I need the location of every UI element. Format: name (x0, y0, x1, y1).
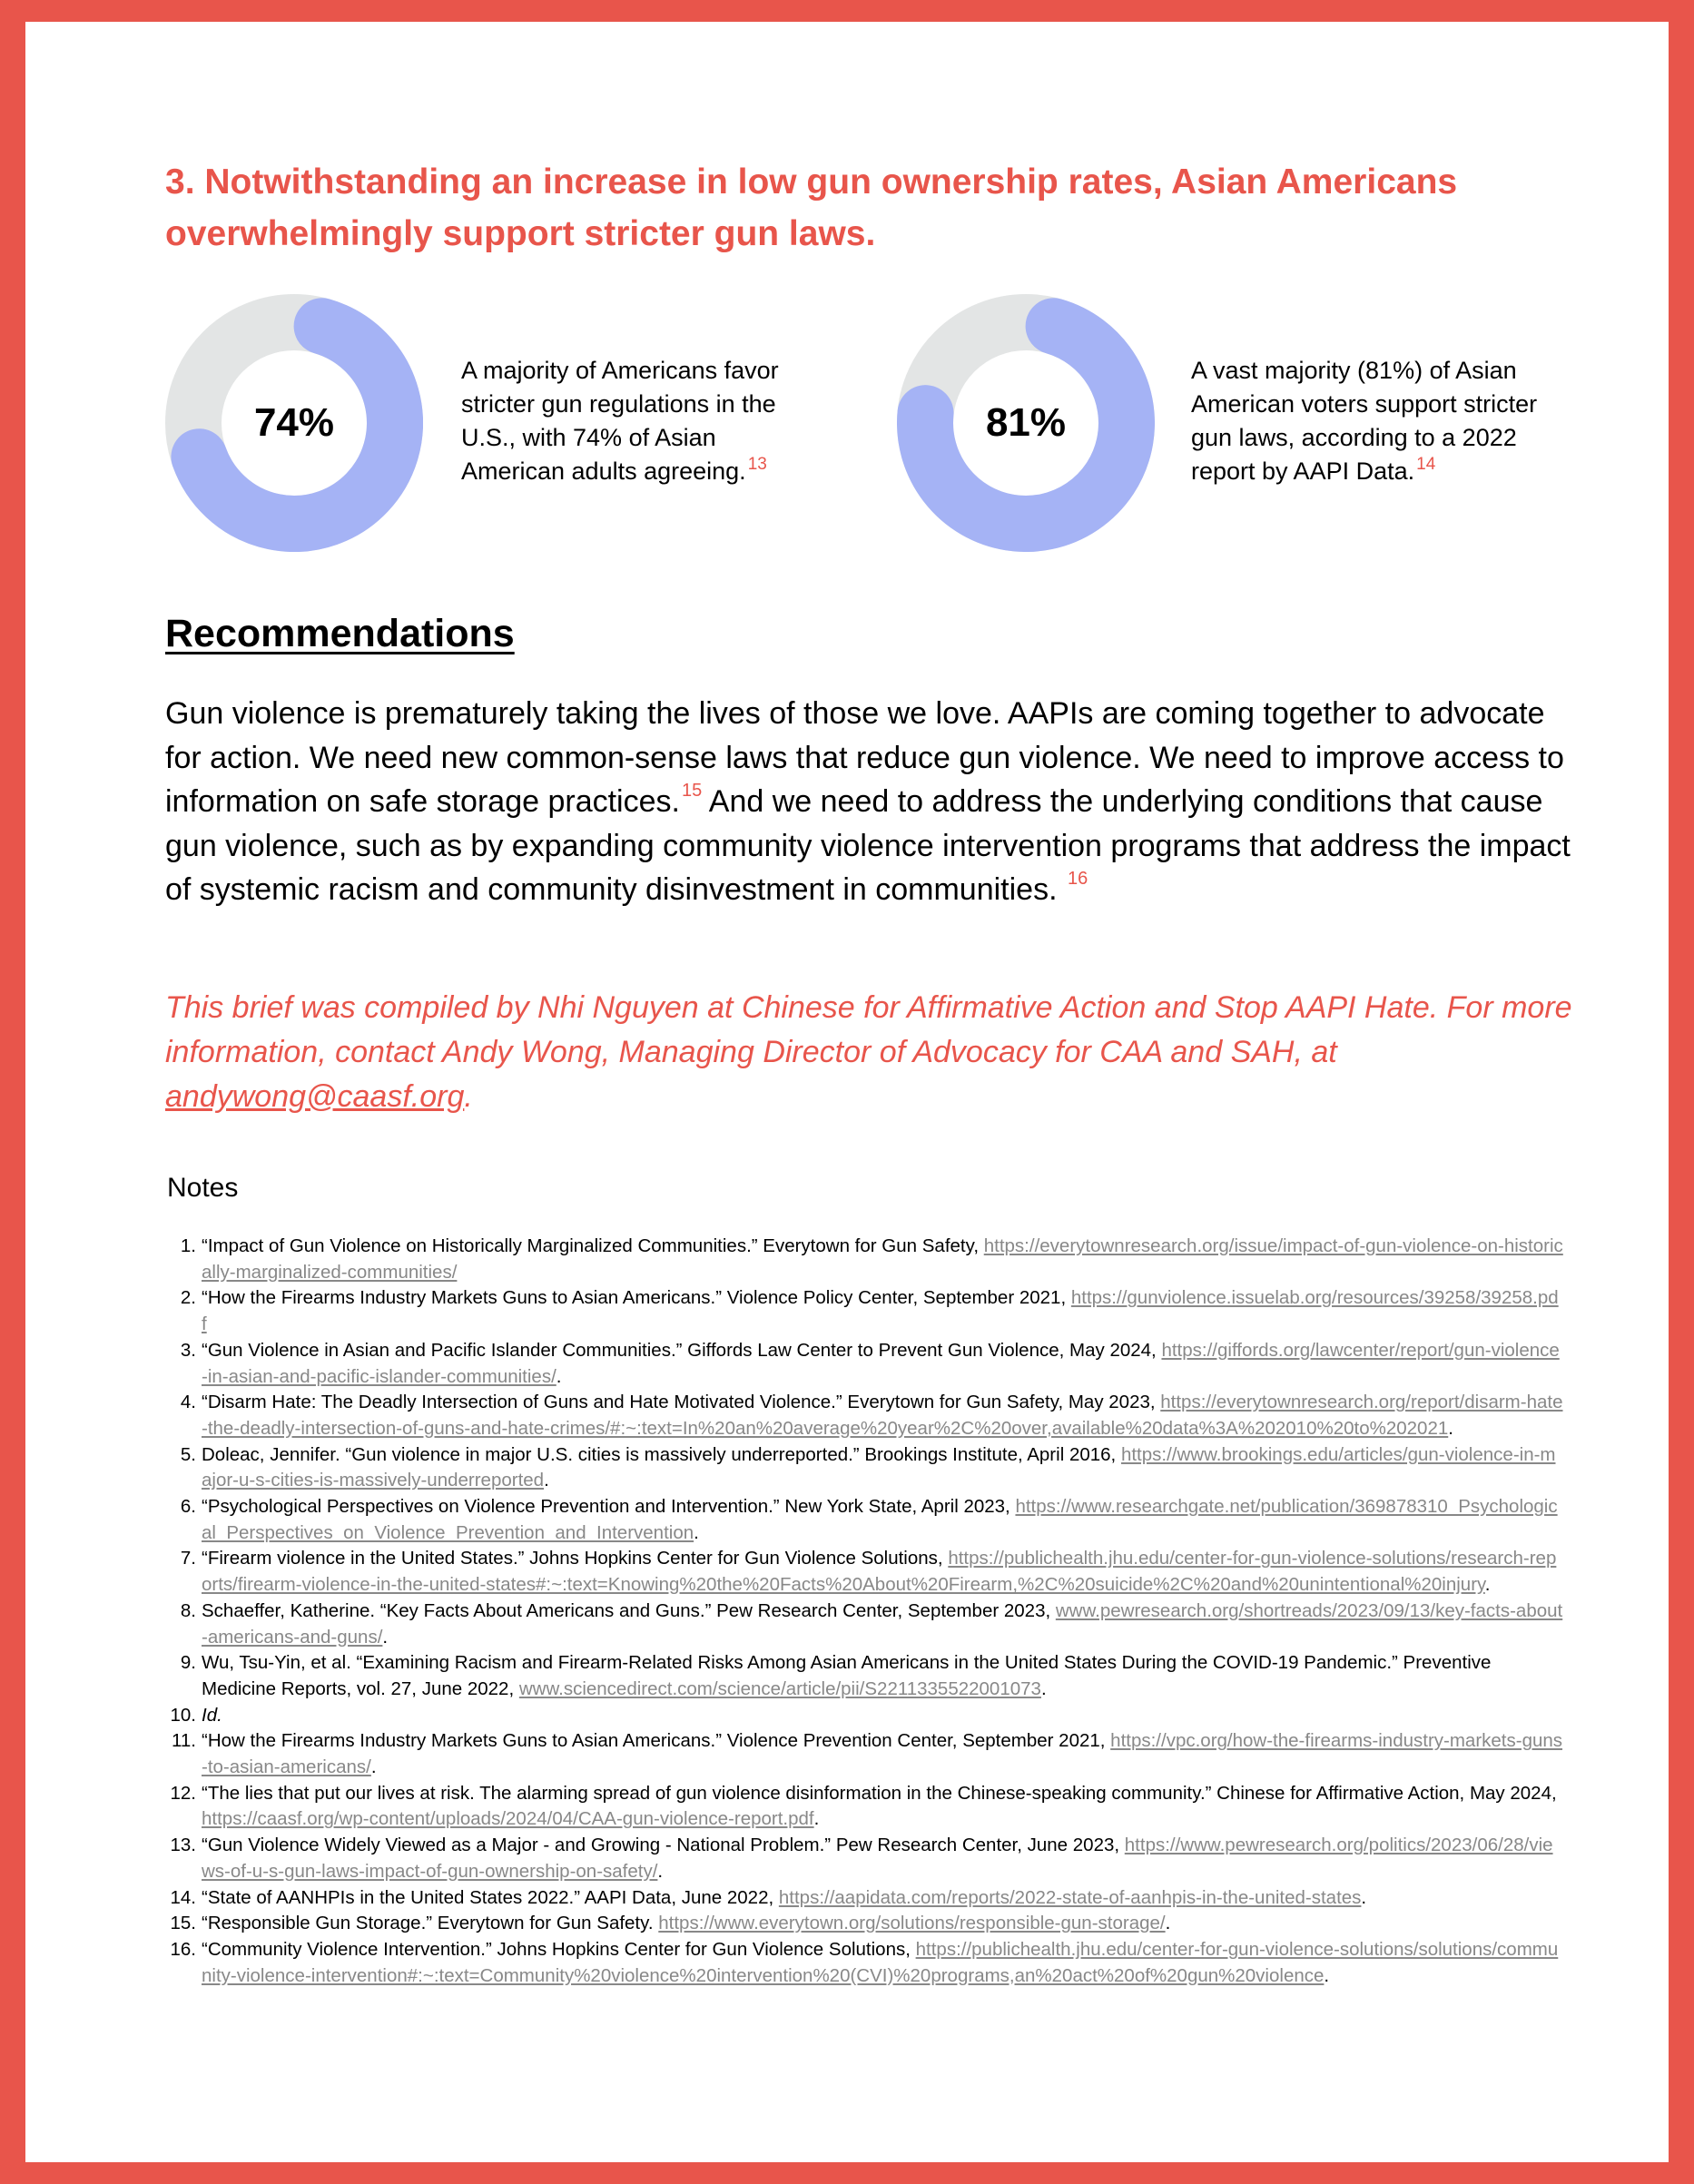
note-item (165, 1728, 1563, 1780)
note-id-text: Id. (202, 1704, 222, 1726)
section-headline: 3. Notwithstanding an increase in low gun ownership rates, Asian Americans overwhelmingly support stricter gun laws. (165, 162, 1458, 253)
note-number: 3. (180, 1339, 196, 1361)
note-number: 14. (170, 1886, 196, 1908)
donut-chart-74 (165, 294, 423, 552)
document-page (25, 22, 1669, 2162)
note-number: 7. (180, 1548, 196, 1569)
note-number: 11. (172, 1730, 196, 1752)
note-text: “Disarm Hate: The Deadly Intersection of Guns and Hate Motivated Violence.” Everytown for Gun Safety, May 2023, (202, 1392, 1161, 1413)
note-number: 16. (170, 1938, 196, 1960)
note-item (165, 1650, 1563, 1702)
footnote-ref: 14 (1416, 455, 1436, 474)
note-text: Schaeffer, Katherine. “Key Facts About Americans and Guns.” Pew Research Center, September 2023, (202, 1599, 1056, 1621)
note-end: . (813, 1808, 820, 1830)
note-link[interactable]: https://www.pewresearch.org/politics/2023/06/28/views-of-u-s-gun-laws-impact-of-gun-ownership-on-safety/ (202, 1835, 1553, 1882)
note-end: . (694, 1521, 699, 1543)
note-text: “Firearm violence in the United States.” Johns Hopkins Center for Gun Violence Solutions, (202, 1548, 949, 1569)
note-end: . (657, 1860, 664, 1882)
note-item (165, 1599, 1563, 1650)
stat-text: A vast majority (81%) of Asian American voters support stricter gun laws, according to a 2022 report by AAPI Data. (1191, 357, 1538, 485)
donut-percent-label: 81% (985, 400, 1067, 445)
note-text: “State of AANHPIs in the United States 2022.” AAPI Data, June 2022, (202, 1886, 779, 1908)
note-number: 1. (180, 1235, 196, 1256)
note-item (165, 1285, 1563, 1337)
notes-list (165, 1234, 1563, 1989)
note-end: . (1361, 1886, 1367, 1908)
note-link[interactable]: https://publichealth.jhu.edu/center-for-gun-violence-solutions/research-reports/firearm-violence-in-the-united-states#:~:text=Knowing%20the%20Facts%20About%20Firearm,%2C%20suicide%2C%20and%20unintentional%20injury (202, 1548, 1557, 1596)
note-text: “Gun Violence Widely Viewed as a Major - and Growing - National Problem.” Pew Research Center, June 2023, (202, 1835, 1125, 1856)
note-text: Wu, Tsu-Yin, et al. “Examining Racism and Firearm-Related Risks Among Asian Americans in the United States During the COVID-19 Pandemic.” Preventive Medicine Reports, vol. 27, June 2022, (202, 1652, 1492, 1699)
note-link[interactable]: https://www.researchgate.net/publication/369878310_Psychological_Perspectives_on_Violence_Prevention_and_Intervention (202, 1496, 1558, 1543)
note-link[interactable]: https://vpc.org/how-the-firearms-industry-markets-guns-to-asian-americans/ (202, 1730, 1563, 1778)
note-link[interactable]: www.pewresearch.org/shortreads/2023/09/13/key-facts-about-americans-and-guns/ (202, 1599, 1563, 1648)
note-link[interactable]: https://publichealth.jhu.edu/center-for-gun-violence-solutions/solutions/community-violence-intervention#:~:text=Community%20violence%20intervention%20(CVI)%20programs,an%20act%20of%20gun%20violence (202, 1938, 1559, 1986)
stat-description (1191, 354, 1572, 488)
donut-percent-label: 74% (253, 400, 335, 445)
note-link[interactable]: https://caasf.org/wp-content/uploads/2024/04/CAA-gun-violence-report.pdf (202, 1808, 814, 1830)
stat-description (461, 354, 811, 488)
note-end: . (1324, 1964, 1330, 1986)
recommendations-text: And we need to address the underlying conditions that cause gun violence, such as by expanding community violence intervention programs that address the impact of systemic racism and community disinvestment in communities. (165, 784, 1571, 907)
note-item (165, 1338, 1563, 1390)
note-end: . (556, 1365, 562, 1387)
note-number: 10. (170, 1704, 196, 1726)
note-item (165, 1911, 1563, 1937)
note-item (165, 1833, 1563, 1884)
note-link[interactable]: https://gunviolence.issuelab.org/resources/39258/39258.pdf (202, 1287, 1559, 1335)
brief-end: . (464, 1079, 473, 1114)
recommendations-body (165, 692, 1581, 912)
note-text: “Psychological Perspectives on Violence Prevention and Intervention.” New York State, April 2023, (202, 1496, 1016, 1518)
footnote-ref: 13 (747, 455, 767, 474)
note-text: “Impact of Gun Violence on Historically Marginalized Communities.” Everytown for Gun Safety, (202, 1235, 984, 1256)
footnote-ref: 16 (1067, 869, 1088, 889)
note-end: . (370, 1756, 377, 1778)
note-number: 6. (180, 1496, 196, 1518)
recommendations-text: Gun violence is prematurely taking the lives of those we love. AAPIs are coming together to advocate for action. We need new common-sense laws that reduce gun violence. We need to improve access to information on safe storage practices. (165, 696, 1564, 819)
note-end: . (382, 1626, 389, 1648)
note-link[interactable]: https://everytownresearch.org/issue/impact-of-gun-violence-on-historically-marginalized-communities/ (202, 1235, 1563, 1283)
note-number: 9. (180, 1652, 196, 1674)
note-text: “The lies that put our lives at risk. The alarming spread of gun violence disinformation in the Chinese-speaking community.” Chinese for Affirmative Action, May 2024, (202, 1782, 1557, 1804)
footnote-ref: 15 (681, 781, 703, 801)
note-item (165, 1703, 1563, 1729)
brief-text: This brief was compiled by Nhi Nguyen at Chinese for Affirmative Action and Stop AAPI Hate. For more information, contact Andy Wong, Managing Director of Advocacy for CAA and SAH, at (165, 990, 1572, 1069)
donut-chart-81 (897, 294, 1155, 552)
note-number: 4. (180, 1392, 196, 1413)
note-number: 5. (180, 1443, 196, 1465)
note-item (165, 1885, 1563, 1912)
notes-title: Notes (167, 1173, 239, 1203)
stat-text: A majority of Americans favor stricter gun regulations in the U.S., with 74% of Asian American adults agreeing. (461, 357, 779, 485)
note-number: 12. (170, 1782, 196, 1804)
note-text: “Responsible Gun Storage.” Everytown for Gun Safety. (202, 1913, 659, 1934)
note-link[interactable]: www.sciencedirect.com/science/article/pii/S2211335522001073 (518, 1677, 1041, 1699)
note-end: . (1040, 1677, 1047, 1699)
note-item (165, 1494, 1563, 1546)
note-text: “How the Firearms Industry Markets Guns to Asian Americans.” Violence Policy Center, September 2021, (202, 1287, 1071, 1309)
note-item (165, 1390, 1563, 1441)
brief-credit (165, 986, 1581, 1119)
note-link[interactable]: https://everytownresearch.org/report/disarm-hate-the-deadly-intersection-of-guns-and-hate-crimes/#:~:text=In%20an%20average%20year%2C%20over,available%20data%3A%202010%20to%202021 (202, 1392, 1563, 1439)
note-item (165, 1234, 1563, 1285)
note-number: 2. (180, 1287, 196, 1309)
note-end: . (1484, 1574, 1491, 1596)
note-number: 13. (170, 1835, 196, 1856)
note-number: 8. (180, 1599, 196, 1621)
contact-email-link[interactable]: andywong@caasf.org (165, 1079, 465, 1114)
note-text: “Community Violence Intervention.” Johns Hopkins Center for Gun Violence Solutions, (202, 1938, 916, 1960)
note-link[interactable]: https://www.everytown.org/solutions/responsible-gun-storage/ (658, 1913, 1166, 1934)
note-link[interactable]: https://aapidata.com/reports/2022-state-of-aanhpis-in-the-united-states (778, 1886, 1362, 1908)
note-item (165, 1546, 1563, 1598)
note-text: “How the Firearms Industry Markets Guns to Asian Americans.” Violence Prevention Center, September 2021, (202, 1730, 1111, 1752)
recommendations-heading: Recommendations (165, 612, 515, 655)
note-item (165, 1781, 1563, 1833)
note-item (165, 1442, 1563, 1494)
note-end: . (544, 1470, 549, 1491)
note-end: . (1165, 1913, 1171, 1934)
note-text: “Gun Violence in Asian and Pacific Islander Communities.” Giffords Law Center to Prevent Gun Violence, May 2024, (202, 1339, 1162, 1361)
note-link[interactable]: https://giffords.org/lawcenter/report/gun-violence-in-asian-and-pacific-islander-communities/ (202, 1339, 1560, 1387)
note-item (165, 1937, 1563, 1989)
note-number: 15. (170, 1913, 196, 1934)
note-text: Doleac, Jennifer. “Gun violence in major U.S. cities is massively underreported.” Brookings Institute, April 2016, (202, 1443, 1121, 1465)
note-end: . (1448, 1417, 1453, 1439)
note-link[interactable]: https://www.brookings.edu/articles/gun-violence-in-major-u-s-cities-is-massively-underreported (202, 1443, 1556, 1491)
